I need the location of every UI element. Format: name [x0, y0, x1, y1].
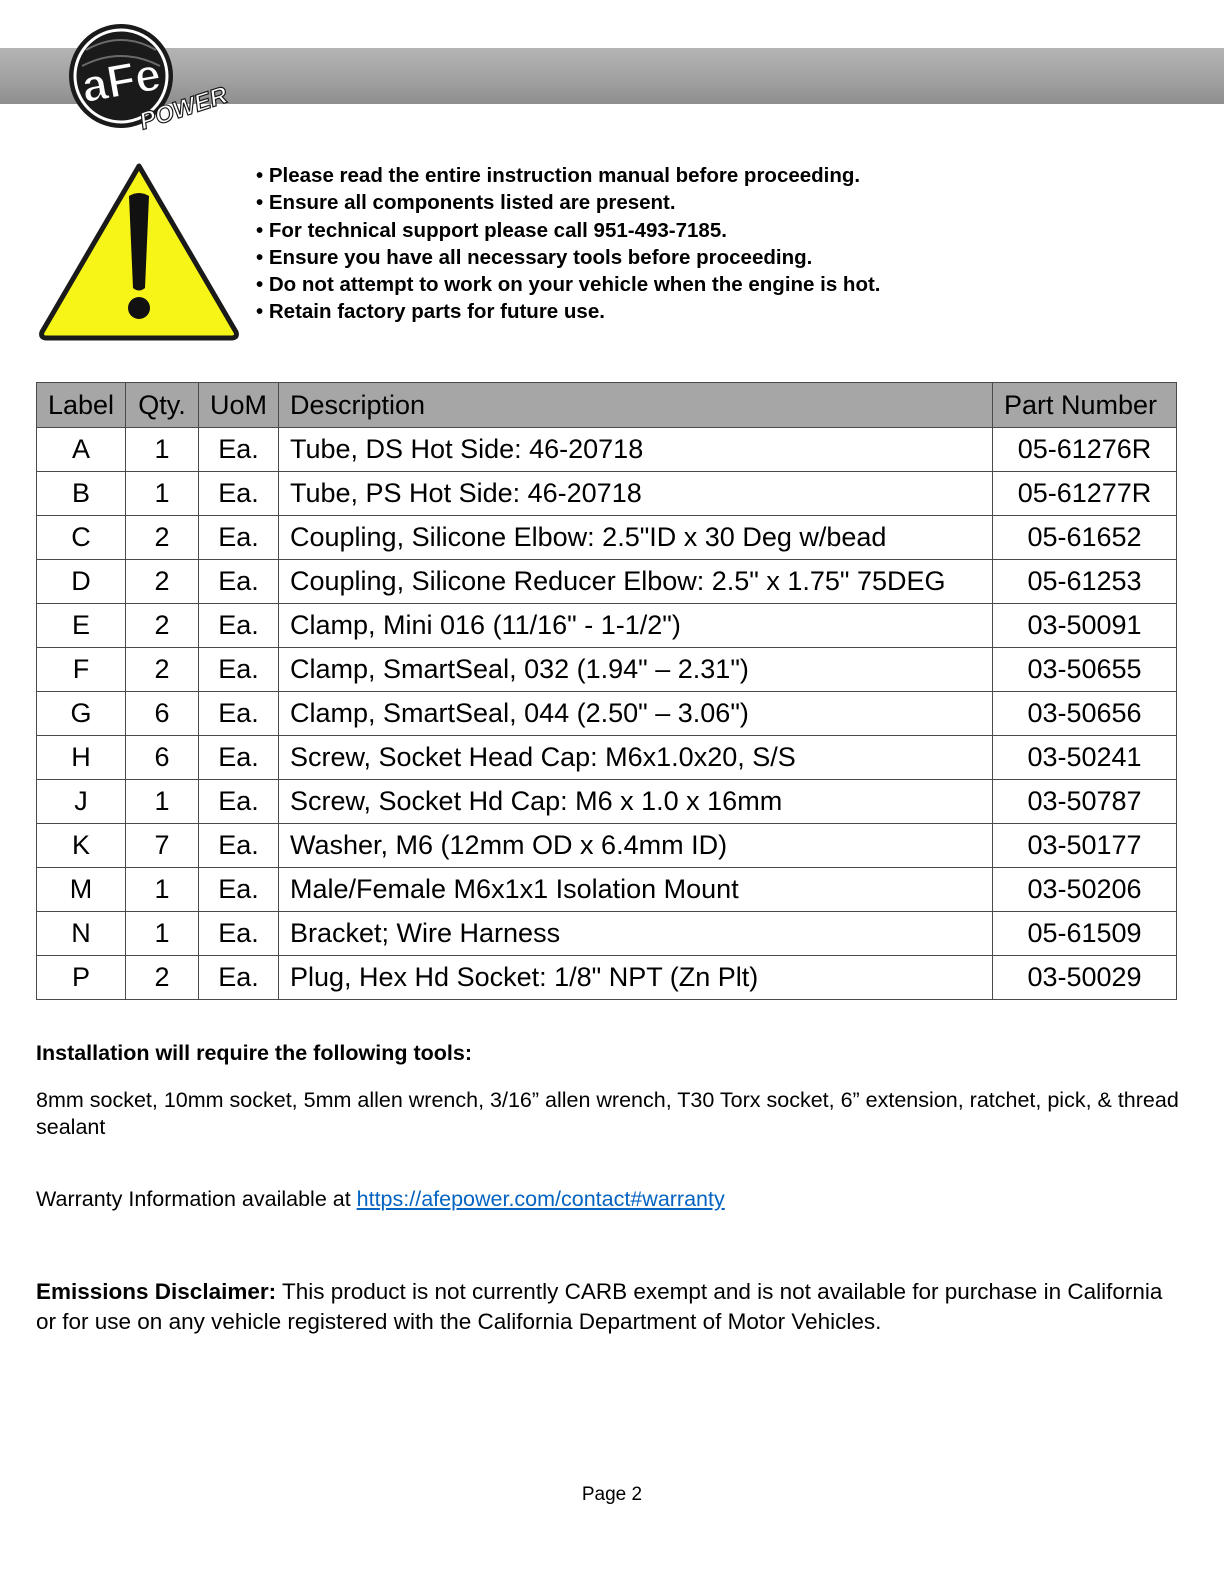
cell-description: Washer, M6 (12mm OD x 6.4mm ID): [279, 824, 993, 868]
table-row: [37, 780, 1177, 824]
header-part-number: Part Number: [993, 383, 1177, 428]
emissions-label: Emissions Disclaimer:: [36, 1279, 277, 1304]
cell-label: F: [37, 648, 126, 692]
page-number: Page 2: [581, 1484, 643, 1505]
cell-part-number: 05-61253: [993, 560, 1177, 604]
cell-part-number: 05-61652: [993, 516, 1177, 560]
cell-label: J: [37, 780, 126, 824]
safety-warnings: [256, 162, 881, 326]
warning-triangle-icon: [36, 160, 242, 342]
cell-uom: Ea.: [199, 868, 279, 912]
warning-item: • Ensure you have all necessary tools before proceeding.: [256, 244, 881, 271]
cell-uom: Ea.: [199, 472, 279, 516]
cell-uom: Ea.: [199, 956, 279, 1000]
cell-qty: 6: [126, 736, 199, 780]
cell-part-number: 03-50029: [993, 956, 1177, 1000]
cell-qty: 1: [126, 780, 199, 824]
cell-uom: Ea.: [199, 912, 279, 956]
table-row: [37, 912, 1177, 956]
header-qty: Qty.: [126, 383, 199, 428]
emissions-text: This product is not currently CARB exempt and is not available for purchase in California or for use on any vehicle registered with the California Department of Motor Vehicles.: [36, 1279, 1163, 1334]
warranty-info: [36, 1187, 725, 1212]
table-row: [37, 560, 1177, 604]
cell-label: K: [37, 824, 126, 868]
cell-label: M: [37, 868, 126, 912]
cell-uom: Ea.: [199, 648, 279, 692]
cell-description: Clamp, SmartSeal, 032 (1.94" – 2.31"): [279, 648, 993, 692]
cell-qty: 2: [126, 604, 199, 648]
cell-uom: Ea.: [199, 824, 279, 868]
cell-qty: 2: [126, 516, 199, 560]
cell-part-number: 03-50091: [993, 604, 1177, 648]
cell-part-number: 05-61509: [993, 912, 1177, 956]
cell-label: P: [37, 956, 126, 1000]
cell-label: C: [37, 516, 126, 560]
cell-description: Screw, Socket Head Cap: M6x1.0x20, S/S: [279, 736, 993, 780]
cell-uom: Ea.: [199, 560, 279, 604]
header-uom: UoM: [199, 383, 279, 428]
warning-item: • Do not attempt to work on your vehicle when the engine is hot.: [256, 271, 881, 298]
tools-list: 8mm socket, 10mm socket, 5mm allen wrench, 3/16” allen wrench, T30 Torx socket, 6” extension, ratchet, pick, & thread sealant: [36, 1088, 1179, 1139]
cell-uom: Ea.: [199, 780, 279, 824]
table-row: [37, 956, 1177, 1000]
cell-label: D: [37, 560, 126, 604]
table-row: [37, 692, 1177, 736]
cell-description: Tube, PS Hot Side: 46-20718: [279, 472, 993, 516]
cell-part-number: 05-61277R: [993, 472, 1177, 516]
warning-item: • Please read the entire instruction manual before proceeding.: [256, 162, 881, 189]
table-row: [37, 868, 1177, 912]
emissions-disclaimer: [36, 1277, 1186, 1337]
warning-item: • Ensure all components listed are present.: [256, 189, 881, 216]
cell-part-number: 03-50655: [993, 648, 1177, 692]
cell-part-number: 05-61276R: [993, 428, 1177, 472]
cell-qty: 1: [126, 428, 199, 472]
cell-label: E: [37, 604, 126, 648]
cell-description: Bracket; Wire Harness: [279, 912, 993, 956]
table-row: [37, 824, 1177, 868]
cell-description: Plug, Hex Hd Socket: 1/8" NPT (Zn Plt): [279, 956, 993, 1000]
cell-label: G: [37, 692, 126, 736]
cell-qty: 2: [126, 648, 199, 692]
cell-description: Coupling, Silicone Reducer Elbow: 2.5" x 1.75" 75DEG: [279, 560, 993, 604]
table-row: [37, 604, 1177, 648]
table-row: [37, 736, 1177, 780]
cell-uom: Ea.: [199, 736, 279, 780]
header-description: Description: [279, 383, 993, 428]
cell-description: Screw, Socket Hd Cap: M6 x 1.0 x 16mm: [279, 780, 993, 824]
cell-part-number: 03-50241: [993, 736, 1177, 780]
cell-part-number: 03-50787: [993, 780, 1177, 824]
warning-item: • Retain factory parts for future use.: [256, 298, 881, 325]
cell-qty: 1: [126, 868, 199, 912]
table-header-row: [37, 383, 1177, 428]
cell-qty: 1: [126, 912, 199, 956]
cell-part-number: 03-50206: [993, 868, 1177, 912]
cell-part-number: 03-50656: [993, 692, 1177, 736]
cell-uom: Ea.: [199, 692, 279, 736]
cell-qty: 2: [126, 560, 199, 604]
table-row: [37, 516, 1177, 560]
cell-description: Clamp, SmartSeal, 044 (2.50" – 3.06"): [279, 692, 993, 736]
cell-description: Tube, DS Hot Side: 46-20718: [279, 428, 993, 472]
cell-uom: Ea.: [199, 428, 279, 472]
cell-label: N: [37, 912, 126, 956]
tools-heading: Installation will require the following tools:: [36, 1041, 472, 1065]
cell-part-number: 03-50177: [993, 824, 1177, 868]
cell-qty: 7: [126, 824, 199, 868]
warranty-link[interactable]: https://afepower.com/contact#warranty: [356, 1187, 725, 1211]
cell-qty: 1: [126, 472, 199, 516]
cell-qty: 6: [126, 692, 199, 736]
parts-table: [36, 382, 1177, 1000]
cell-description: Male/Female M6x1x1 Isolation Mount: [279, 868, 993, 912]
cell-description: Clamp, Mini 016 (11/16" - 1-1/2"): [279, 604, 993, 648]
warranty-text: Warranty Information available at: [36, 1187, 357, 1211]
cell-uom: Ea.: [199, 516, 279, 560]
table-row: [37, 428, 1177, 472]
afe-power-logo: [66, 20, 246, 135]
logo-brand-secondary: POWER: [136, 81, 231, 135]
table-row: [37, 472, 1177, 516]
cell-label: A: [37, 428, 126, 472]
cell-label: B: [37, 472, 126, 516]
logo-brand-primary: aFe: [77, 47, 165, 113]
cell-uom: Ea.: [199, 604, 279, 648]
warning-item: • For technical support please call 951-493-7185.: [256, 217, 881, 244]
header-label: Label: [37, 383, 126, 428]
cell-description: Coupling, Silicone Elbow: 2.5"ID x 30 Deg w/bead: [279, 516, 993, 560]
cell-qty: 2: [126, 956, 199, 1000]
cell-label: H: [37, 736, 126, 780]
table-row: [37, 648, 1177, 692]
